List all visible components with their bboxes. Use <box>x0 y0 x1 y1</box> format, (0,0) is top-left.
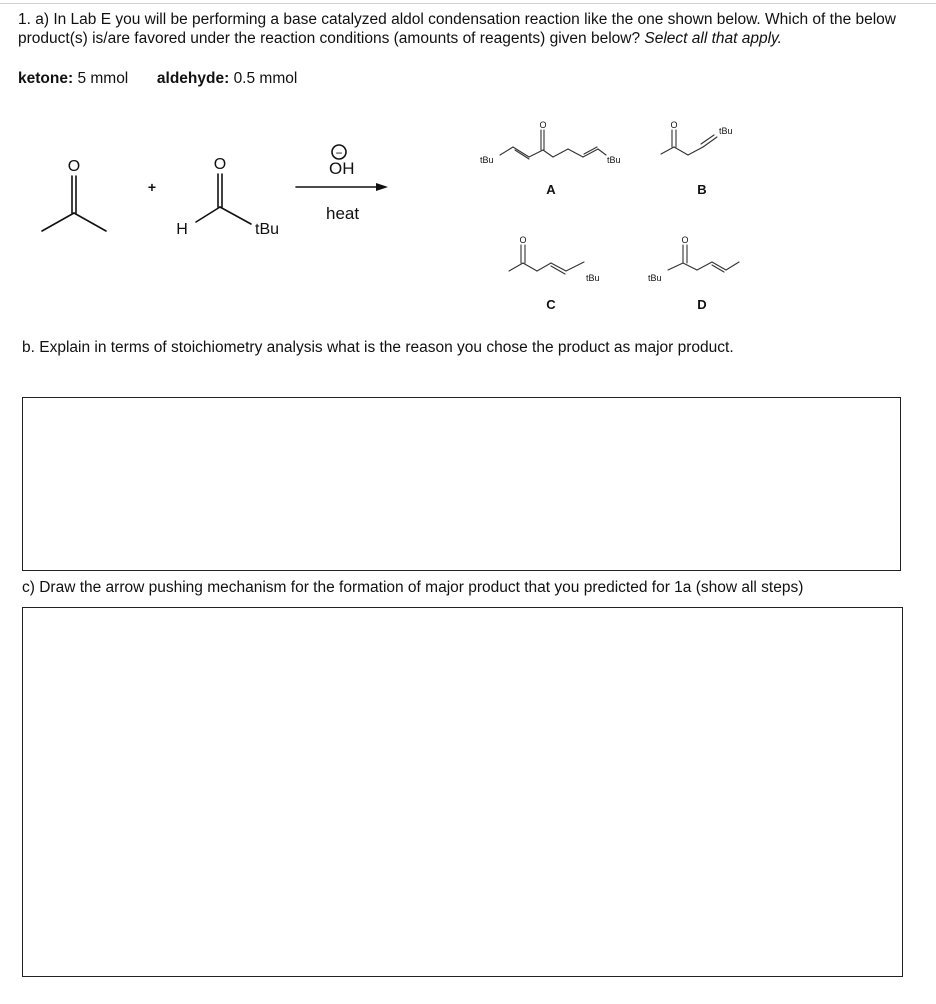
hydroxide-charge: − <box>335 146 343 160</box>
answer-box-b[interactable] <box>22 397 901 571</box>
option-a-label: A <box>546 182 556 197</box>
product-a-tbu-left: tBu <box>480 155 494 165</box>
aldehyde-tbu: tBu <box>255 221 280 238</box>
product-c-tbu: tBu <box>586 273 600 283</box>
question-a-emphasis: Select all that apply. <box>644 30 782 47</box>
aldehyde-hydrogen: H <box>176 221 188 238</box>
product-b-oxygen: O <box>670 120 678 130</box>
question-a-text: 1. a) In Lab E you will be performing a base catalyzed aldol condensation reaction like the one shown below. Which of the below product(s) is/are favored under the reaction conditions (amounts of reagents) given below? <box>18 11 896 47</box>
product-a-oxygen: O <box>539 120 547 130</box>
arrow-head <box>376 183 388 191</box>
product-d-tbu: tBu <box>648 273 662 283</box>
hydroxide-label: OH <box>329 159 355 178</box>
product-c-oxygen: O <box>519 235 527 245</box>
product-b-structure <box>661 130 717 155</box>
product-b-tbu: tBu <box>719 126 733 136</box>
aldehyde-structure <box>196 174 251 224</box>
ketone-value: 5 mmol <box>77 70 129 87</box>
option-c-label: C <box>546 297 556 312</box>
question-a <box>18 10 928 48</box>
top-divider <box>0 3 936 4</box>
answer-box-c[interactable] <box>22 607 903 977</box>
ketone-oxygen: O <box>67 158 81 175</box>
question-b: b. Explain in terms of stoichiometry analysis what is the reason you chose the product as major product. <box>22 339 734 356</box>
product-a-tbu-right: tBu <box>607 155 621 165</box>
product-d-oxygen: O <box>681 235 689 245</box>
ketone-label: ketone: <box>18 70 74 87</box>
option-d-label: D <box>697 297 707 312</box>
condition-label: heat <box>326 204 360 223</box>
option-b-label: B <box>697 182 707 197</box>
question-c: c) Draw the arrow pushing mechanism for the formation of major product that you predicted for 1a (show all steps) <box>22 579 804 596</box>
product-a-structure <box>500 130 606 159</box>
ketone-structure <box>42 176 106 231</box>
reagent-amounts <box>18 70 297 88</box>
reaction-scheme <box>0 110 936 330</box>
plus-sign: + <box>147 179 157 195</box>
aldehyde-oxygen: O <box>213 156 227 173</box>
product-d-structure <box>668 245 739 272</box>
product-c-structure <box>509 245 584 274</box>
aldehyde-label: aldehyde: <box>156 70 230 87</box>
aldehyde-value: 0.5 mmol <box>233 70 298 87</box>
